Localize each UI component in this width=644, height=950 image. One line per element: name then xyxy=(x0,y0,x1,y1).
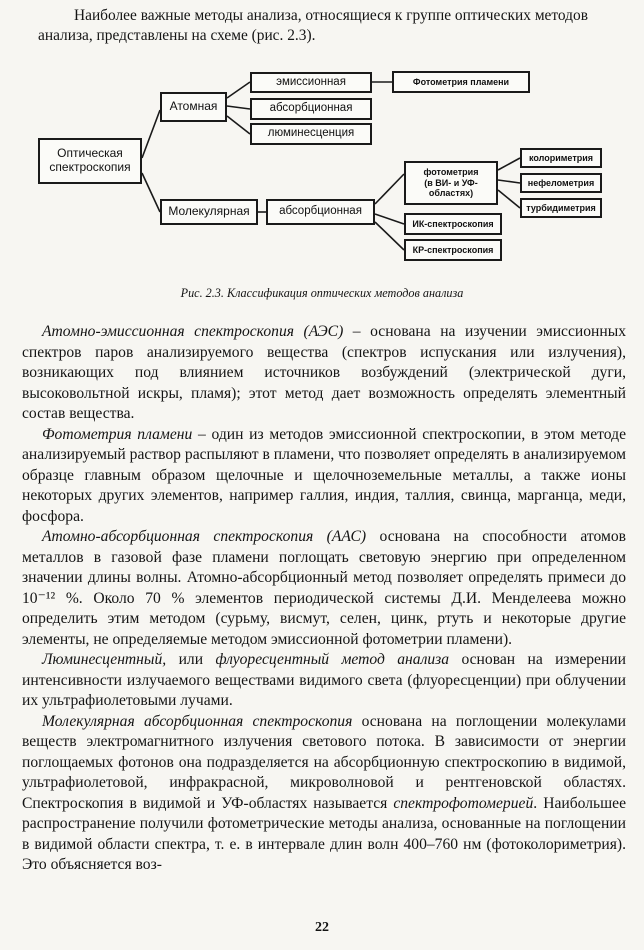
paragraph-molecular-absorption xyxy=(22,712,626,876)
paragraph-luminescence xyxy=(22,650,626,712)
ir-spectroscopy-node: ИК-спектроскопия xyxy=(404,213,502,235)
photometry-line-2: (в ВИ- и УФ- xyxy=(424,177,478,188)
paragraph-luminescence-text-1: или xyxy=(166,651,216,668)
paragraph-aas xyxy=(22,527,626,650)
nephelometry-node: нефелометрия xyxy=(520,173,602,193)
figure-caption: Рис. 2.3. Классификация оптических методов анализа xyxy=(180,286,464,300)
atomic-node: Атомная xyxy=(160,92,227,122)
term-fluorescent: флуоресцентный метод анализа xyxy=(215,651,450,668)
raman-spectroscopy-node: КР-спектроскопия xyxy=(404,239,502,261)
molecular-node: Молекулярная xyxy=(160,199,258,225)
emission-node: эмиссионная xyxy=(250,72,372,93)
root-node-optical-spectroscopy xyxy=(38,138,142,184)
paragraph-molecular-absorption-text-2: . Наибольшее распространение получили фотометрические методы анализа, основанные на поглощении в видимой области спектра, т. е. в интервале длин волн 400–760 нм (фотоколориметрия). Это объясняется воз- xyxy=(22,794,626,873)
photometry-node xyxy=(404,161,498,205)
luminescence-node: люминесценция xyxy=(250,123,372,145)
page-number: 22 xyxy=(315,920,329,935)
colorimetry-node: колориметрия xyxy=(520,148,602,168)
term-spectrophotometry: спектрофотомерией xyxy=(393,794,534,812)
paragraph-aas-text: основана на способности атомов металлов в газовой фазе пламени поглощать световую энергию при определенном значении длины волны. Атомно-абсорбционный метод позволяет определять примеси до 10⁻¹² %. Около 70 % элементов периодической системы Д.И. Менделеева можно определить этим методом (сурьму, висмут, селен, цинк, ртуть и некоторые другие элементы, не определяемые методом эмиссионной фотометрии пламени). xyxy=(22,528,626,648)
paragraph-aes-text: – основана на изучении эмиссионных спектров паров анализируемого вещества (спектров испускания или излучения), возникающих под влиянием источников возбуждений (электрической дуги, высоковольтной искры, пламя); этот метод дает возможность определять элементный состав вещества. xyxy=(22,323,627,422)
photometry-line-1: фотометрия xyxy=(423,167,479,178)
flame-photometry-node: Фотометрия пламени xyxy=(392,71,530,93)
intro-paragraph: Наиболее важные методы анализа, относящиеся к группе оптических методов анализа, представлены на схеме (рис. 2.3). xyxy=(38,7,588,44)
paragraph-flame-photometry-text: – один из методов эмиссионной спектроскопии, в этом методе анализируемый раствор распыляют в пламени, что позволяет определять в анализируемом образце главным образом щелочные и щелочноземельные металлы, а также ионы некоторых других элементов, например галлия, индия, таллия, свинца, марганца, меди, фосфора. xyxy=(22,425,626,525)
term-molecular-absorption: Молекулярная абсорбционная спектроскопия xyxy=(42,712,353,730)
term-luminescent: Люминесцентный, xyxy=(42,651,167,668)
molecular-absorption-node: абсорбционная xyxy=(266,199,375,225)
root-label-line-2: спектроскопия xyxy=(49,160,131,174)
photometry-line-3: областях) xyxy=(428,188,474,199)
body-text xyxy=(22,322,626,876)
term-flame-photometry: Фотометрия пламени xyxy=(42,425,193,443)
atomic-absorption-node: абсорбционная xyxy=(250,98,372,120)
classification-diagram xyxy=(20,58,630,288)
term-aas: Атомно-абсорбционная спектроскопия (ААС) xyxy=(42,528,367,545)
root-label-line-1: Оптическая xyxy=(57,146,123,161)
turbidimetry-node: турбидиметрия xyxy=(520,198,602,218)
paragraph-molecular-absorption-text-1: основана на поглощении молекулами веществ электромагнитного излучения светового потока. В зависимости от энергии поглощаемых фотонов она подразделяется на абсорбционную спектроскопию в видимой, ультрафиолетовой, инфракрасной, микроволновой и рентгеновской областях. Спектроскопия в видимой и УФ-областях называется xyxy=(22,712,626,812)
paragraph-aes xyxy=(22,322,626,425)
paragraph-flame-photometry xyxy=(22,425,626,528)
paragraph-luminescence-text-2: основан на измерении интенсивности излучаемого веществами видимого света (флуоресценции) при облучении их ультрафиолетовыми лучами. xyxy=(22,651,626,709)
term-aes: Атомно-эмиссионная спектроскопия (АЭС) xyxy=(42,323,344,340)
